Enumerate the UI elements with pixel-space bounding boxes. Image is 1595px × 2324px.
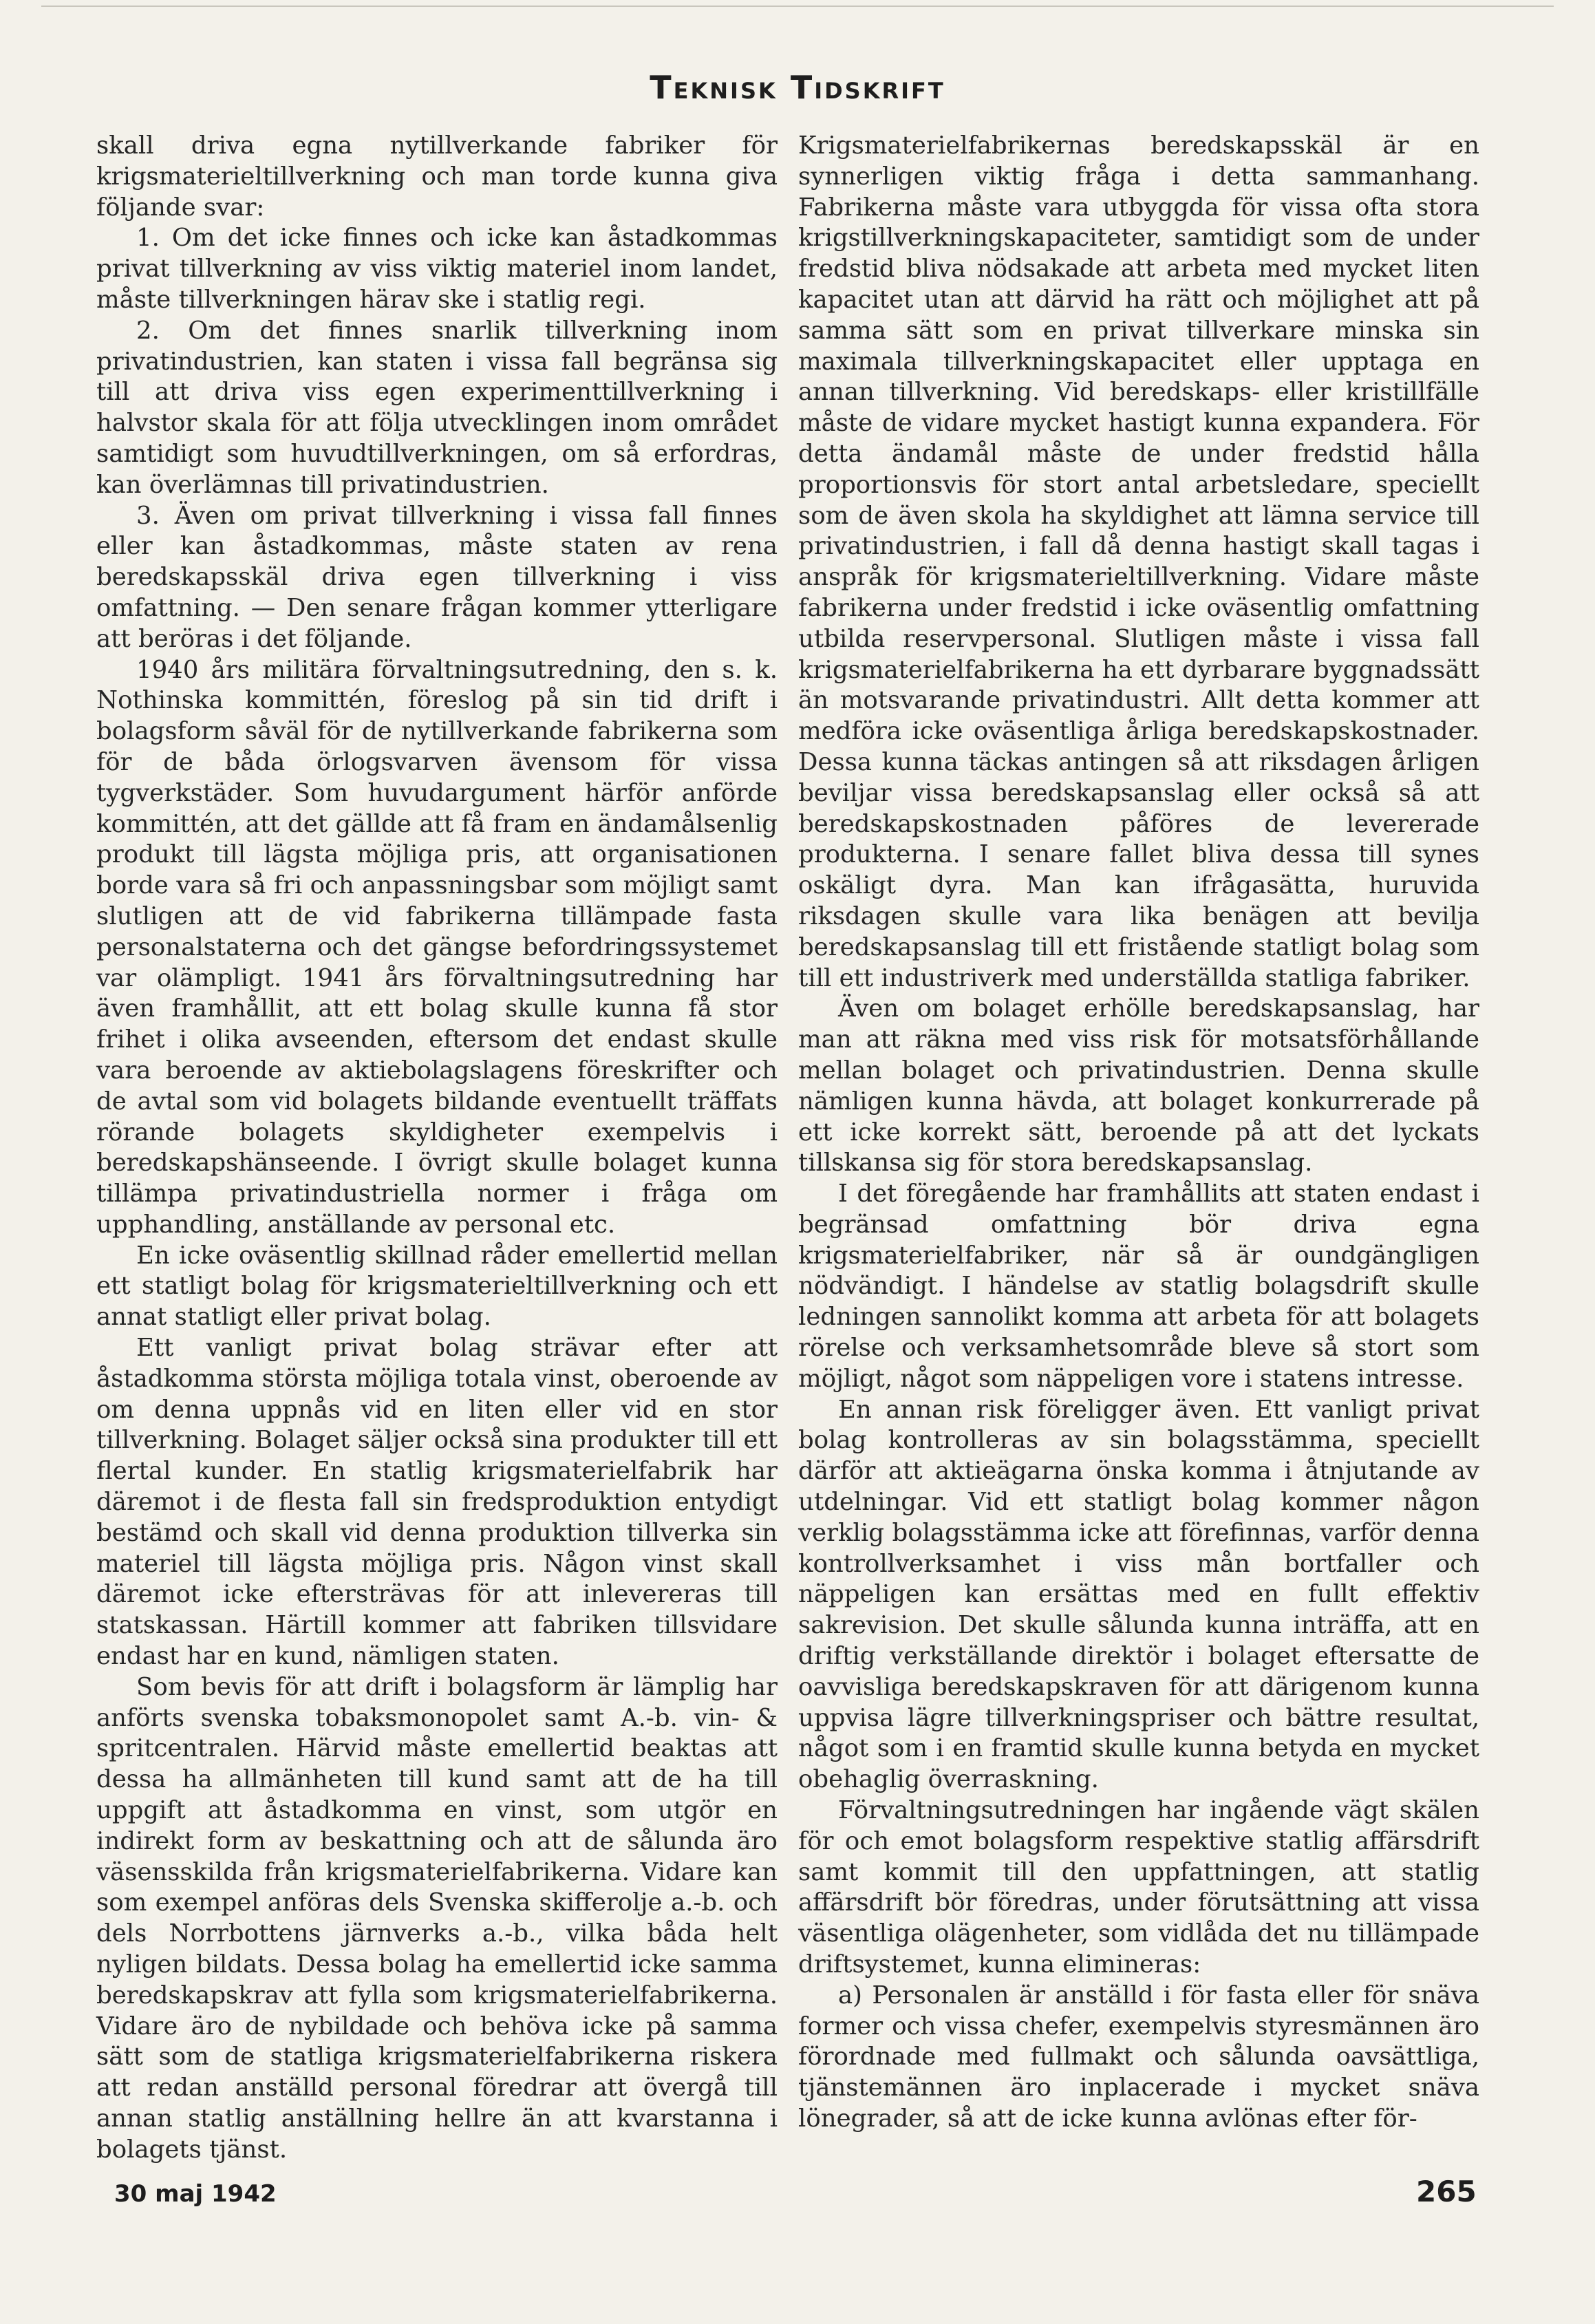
page-number: 265 bbox=[1416, 2175, 1477, 2208]
paragraph: 2. Om det finnes snarlik tillverkning inom privatindustrien, kan staten i vissa fall begränsa sig till att driva viss egen experimenttillverkning i halvstor skala för att följa utvecklingen inom området samtidigt som huvudtillverkningen, om så erfordras, kan överlämnas till privatindustrien. bbox=[96, 316, 778, 499]
paragraph: Som bevis för att drift i bolagsform är lämplig har anförts svenska tobaksmonopolet samt A.-b. vin- & spritcentralen. Härvid måste emellertid beaktas att dessa ha allmänheten till kund samt att de ha till uppgift att åstadkomma en vinst, som utgör en indirekt form av beskattning och att de sålunda äro väsensskilda från krigsmaterielfabrikerna. Vidare kan som exempel anföras dels Svenska skifferolje a.-b. och dels Norrbottens järnverks a.-b., vilka båda helt nyligen bildats. Dessa bolag ha emellertid icke samma beredskapskrav att fylla som krigsmaterielfabrikerna. Vidare äro de nybildade och behöva icke på samma sätt som de statliga krigsmaterielfabrikerna riskera att redan anställd personal föredrar att övergå till annan statlig anställning hellre än att kvarstanna i bolagets tjänst. bbox=[96, 1672, 778, 2164]
paragraph: Ett vanligt privat bolag strävar efter att åstadkomma största möjliga totala vinst, oberoende av om denna uppnås vid en liten eller vid en stor tillverkning. Bolaget säljer också sina produkter till ett flertal kunder. En statlig krigsmaterielfabrik har däremot i de flesta fall sin fredsproduktion entydigt bestämd och skall vid denna produktion tillverka sin materiel till lägsta möjliga pris. Någon vinst skall däremot icke eftersträvas för att inlevereras till statskassan. Härtill kommer att fabriken tillsvidare endast har en kund, nämligen staten. bbox=[96, 1334, 778, 1671]
paragraph: 1940 års militära förvaltningsutredning, den s. k. Nothinska kommittén, föreslog på sin tid drift i bolagsform såväl för de nytillverkande fabrikerna som för de båda örlogsvarven ävensom för vissa tygverkstäder. Som huvudargument härför anförde kommittén, att det gällde att få fram en ändamålsenlig produkt till lägsta möjliga pris, att organisationen borde vara så fri och anpassningsbar som möjligt samt slutligen att de vid fabrikerna tillämpade fasta personalstaterna och det gängse befordringssystemet var olämpligt. 1941 års förvaltningsutredning har även framhållit, att ett bolag skulle kunna få stor frihet i olika avseenden, eftersom det endast skulle vara beroende av aktiebolagslagens föreskrifter och de avtal som vid bolagets bildande eventuellt träffats rörande bolagets skyldigheter exempelvis i beredskapshänseende. I övrigt skulle bolaget kunna tillämpa privatindustriella normer i fråga om upphandling, anställande av personal etc. bbox=[96, 655, 778, 1239]
journal-masthead: Teknisk Tidskrift bbox=[650, 69, 945, 106]
left-column bbox=[96, 131, 778, 2166]
paragraph: Krigsmaterielfabrikernas beredskapsskäl är en synnerligen viktig fråga i detta sammanhang. Fabrikerna måste vara utbyggda för vissa ofta stora krigstillverkningskapaciteter, samtidigt som de under fredstid bliva nödsakade att arbeta med mycket liten kapacitet utan att därvid ha rätt och möjlighet att på samma sätt som en privat tillverkare minska sin maximala tillverkningskapacitet eller upptaga en annan tillverkning. Vid beredskaps- eller kristillfälle måste de vidare mycket hastigt kunna expandera. För detta ändamål måste de under fredstid hålla proportionsvis för stort antal arbetsledare, speciellt som de även skola ha skyldighet att lämna service till privatindustrien, i fall då denna hastigt skall tagas i anspråk för krigsmaterieltillverkning. Vidare måste fabrikerna under fredstid i icke oväsentlig omfattning utbilda reservpersonal. Slutligen måste i vissa fall krigsmaterielfabrikerna ha ett dyrbarare byggnadssätt än motsvarande privatindustri. Allt detta kommer att medföra icke oväsentliga årliga beredskapskostnader. Dessa kunna täckas antingen så att riksdagen årligen beviljar vissa beredskapsanslag eller också så att beredskapskostnaden påföres de levererade produkterna. I senare fallet bliva dessa till synes oskäligt dyra. Man kan ifrågasätta, huruvida riksdagen skulle vara lika benägen att bevilja beredskapsanslag till ett fristående statligt bolag som till ett industriverk med underställda statliga fabriker. bbox=[798, 131, 1480, 992]
top-rule bbox=[41, 6, 1554, 7]
right-column bbox=[798, 131, 1479, 2135]
paragraph: En annan risk föreligger även. Ett vanligt privat bolag kontrolleras av sin bolagsstämma, speciellt därför att aktieägarna önska komma i åtnjutande av utdelningar. Vid ett statligt bolag kommer någon verklig bolagsstämma icke att förefinnas, varför denna kontrollverksamhet i viss mån bortfaller och näppeligen kan ersättas med en fullt effektiv sakrevision. Det skulle sålunda kunna inträffa, att en driftig verkställande direktör i bolaget eftersatte de oavvisliga beredskapskraven för att därigenom kunna uppvisa lägre tillverkningspriser och bättre resultat, något som i en framtid skulle kunna betyda en mycket obehaglig överraskning. bbox=[798, 1395, 1479, 1794]
paragraph: 1. Om det icke finnes och icke kan åstadkommas privat tillverkning av viss viktig materiel inom landet, måste tillverkningen härav ske i statlig regi. bbox=[96, 224, 778, 314]
paragraph: a) Personalen är anställd i för fasta eller för snäva former och vissa chefer, exempelvis styresmännen äro förordnade med fullmakt och sålunda oavsättliga, tjänstemännen äro inplacerade i mycket snäva lönegrader, så att de icke kunna avlönas efter för- bbox=[798, 1981, 1479, 2133]
paragraph: En icke oväsentlig skillnad råder emellertid mellan ett statligt bolag för krigsmaterieltillverkning och ett annat statligt eller privat bolag. bbox=[96, 1241, 778, 1332]
paragraph: I det föregående har framhållits att staten endast i begränsad omfattning bör driva egna krigsmaterielfabriker, när så är oundgängligen nödvändigt. I händelse av statlig bolagsdrift skulle ledningen sannolikt komma att arbeta för att bolagets rörelse och verksamhetsområde bleve så stort som möjligt, något som näppeligen vore i statens intresse. bbox=[798, 1180, 1479, 1393]
paragraph: 3. Även om privat tillverkning i vissa fall finnes eller kan åstadkommas, måste staten av rena beredskapsskäl driva egen tillverkning i viss omfattning. — Den senare frågan kommer ytterligare att beröras i det följande. bbox=[96, 501, 778, 653]
paragraph: skall driva egna nytillverkande fabriker för krigsmaterieltillverkning och man torde kunna giva följande svar: bbox=[96, 131, 778, 222]
paragraph: Även om bolaget erhölle beredskapsanslag, har man att räkna med viss risk för motsatsförhållande mellan bolaget och privatindustrien. Denna skulle nämligen kunna hävda, att bolaget konkurrerade på ett icke korrekt sätt, beroende på att det lyckats tillskansa sig för stora beredskapsanslag. bbox=[798, 994, 1479, 1177]
paragraph: Förvaltningsutredningen har ingående vägt skälen för och emot bolagsform respektive statlig affärsdrift samt kommit till den uppfattningen, att statlig affärsdrift bör föredras, under förutsättning att vissa väsentliga olägenheter, som vidlåda det nu tillämpade driftsystemet, kunna elimineras: bbox=[798, 1796, 1479, 1979]
issue-date: 30 maj 1942 bbox=[114, 2180, 277, 2208]
